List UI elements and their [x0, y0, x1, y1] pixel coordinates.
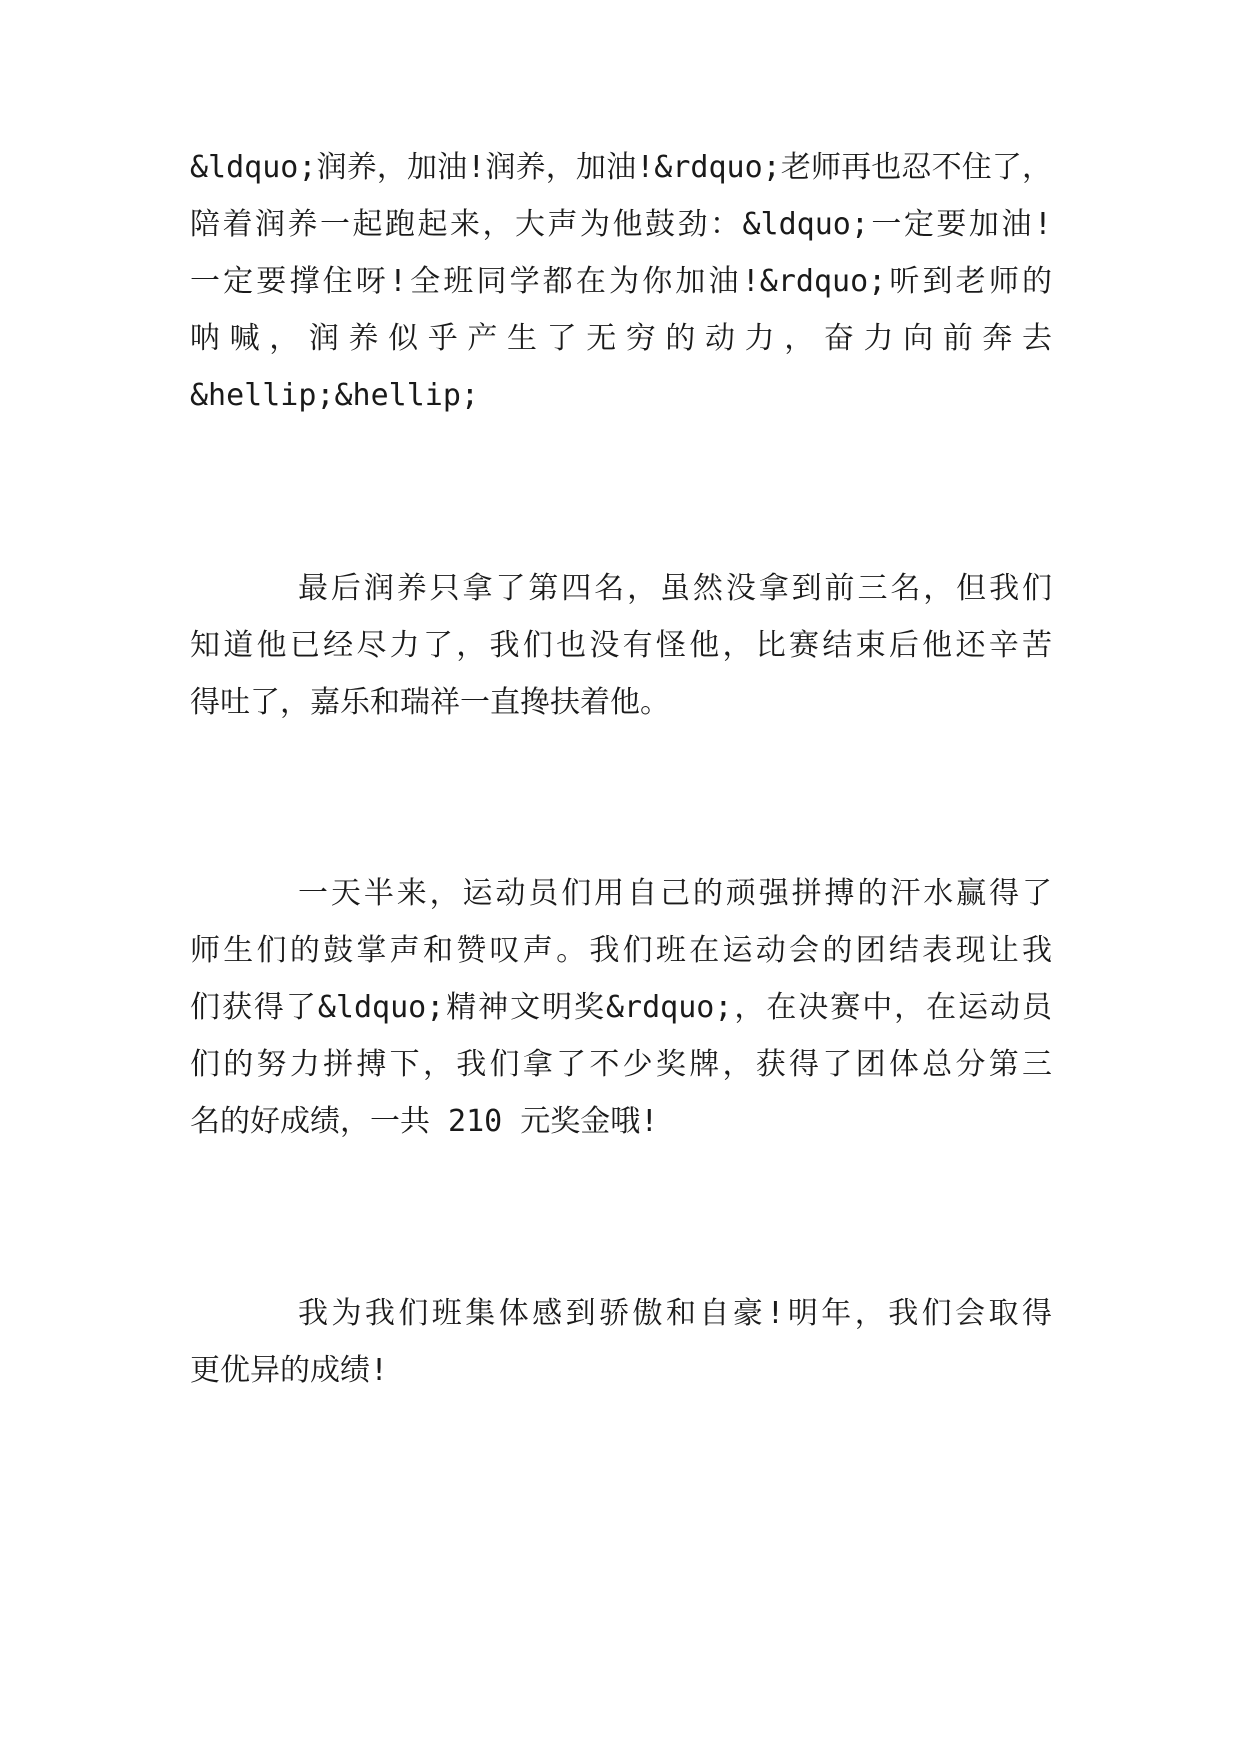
paragraph-3-line-1: 一天半来，运动员们用自己的顽强拼搏的汗水赢得了 — [298, 876, 1052, 911]
paragraph-1-line-2: 陪着润养一起跑起来，大声为他鼓劲：&ldquo;一定要加油! — [190, 207, 1052, 242]
paragraph-3-line-2: 师生们的鼓掌声和赞叹声。我们班在运动会的团结表现让我 — [190, 933, 1052, 968]
paragraph-4-line-1: 我为我们班集体感到骄傲和自豪!明年，我们会取得 — [298, 1296, 1052, 1331]
paragraph-4-line-2: 更优异的成绩! — [190, 1353, 389, 1388]
paragraph-3-line-4: 们的努力拼搏下，我们拿了不少奖牌，获得了团体总分第三 — [190, 1047, 1052, 1082]
paragraph-2-line-1: 最后润养只拿了第四名，虽然没拿到前三名，但我们 — [298, 571, 1052, 606]
paragraph-1-line-4: 呐喊，润养似乎产生了无穷的动力，奋力向前奔去 — [190, 321, 1052, 356]
paragraph-2-line-3: 得吐了，嘉乐和瑞祥一直搀扶着他。 — [190, 685, 670, 720]
paragraph-1-line-5: &hellip;&hellip; — [190, 378, 479, 413]
paragraph-1-line-3: 一定要撑住呀!全班同学都在为你加油!&rdquo;听到老师的 — [190, 264, 1052, 299]
paragraph-3-line-5: 名的好成绩，一共 210 元奖金哦! — [190, 1104, 659, 1139]
paragraph-2-line-2: 知道他已经尽力了，我们也没有怪他，比赛结束后他还辛苦 — [190, 628, 1052, 663]
paragraph-1-line-1: &ldquo;润养，加油!润养，加油!&rdquo;老师再也忍不住了， — [190, 150, 1052, 185]
paragraph-3-line-3: 们获得了&ldquo;精神文明奖&rdquo;，在决赛中，在运动员 — [190, 990, 1052, 1025]
